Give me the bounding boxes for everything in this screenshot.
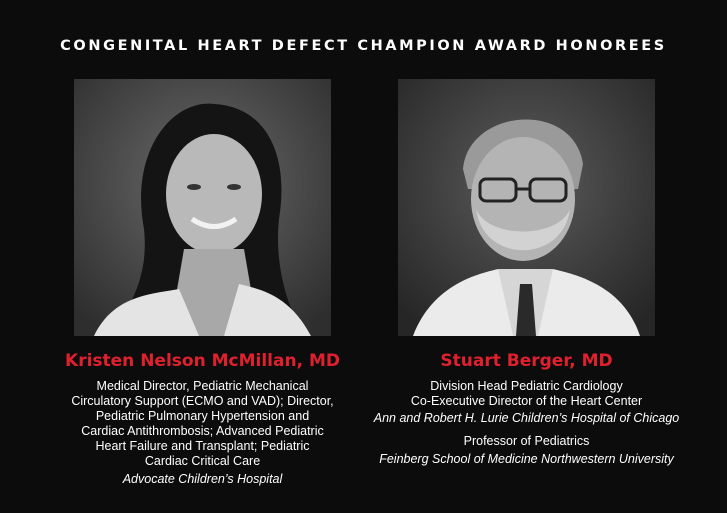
honoree-title-line: Pediatric Pulmonary Hypertension and (95, 409, 310, 423)
honoree-title-line: Co-Executive Director of the Heart Center (410, 394, 643, 408)
page-title: CONGENITAL HEART DEFECT CHAMPION AWARD HONOREES (60, 38, 667, 54)
honoree-institution: Advocate Children’s Hospital (122, 472, 283, 486)
honoree-second-title: Professor of Pediatrics (463, 434, 590, 448)
honoree-name: Stuart Berger, MD (440, 351, 613, 371)
portrait-photo-left (74, 79, 331, 336)
honoree-second-institution: Feinberg School of Medicine Northwestern University (379, 452, 674, 466)
honoree-title-line: Circulatory Support (ECMO and VAD); Director, (71, 394, 334, 408)
honoree-institution: Ann and Robert H. Lurie Children’s Hospital of Chicago (373, 411, 680, 425)
honoree-card-left (59, 350, 346, 487)
honoree-title-line: Cardiac Critical Care (144, 454, 261, 468)
honoree-title-line: Cardiac Antithrombosis; Advanced Pediatric (81, 424, 324, 438)
honoree-card-right (355, 350, 698, 467)
portrait-photo-right (398, 79, 655, 336)
honoree-title-line: Medical Director, Pediatric Mechanical (96, 379, 309, 393)
honoree-name: Kristen Nelson McMillan, MD (65, 351, 340, 371)
honoree-title-line: Heart Failure and Transplant; Pediatric (95, 439, 310, 453)
honoree-title-line: Division Head Pediatric Cardiology (430, 379, 623, 393)
